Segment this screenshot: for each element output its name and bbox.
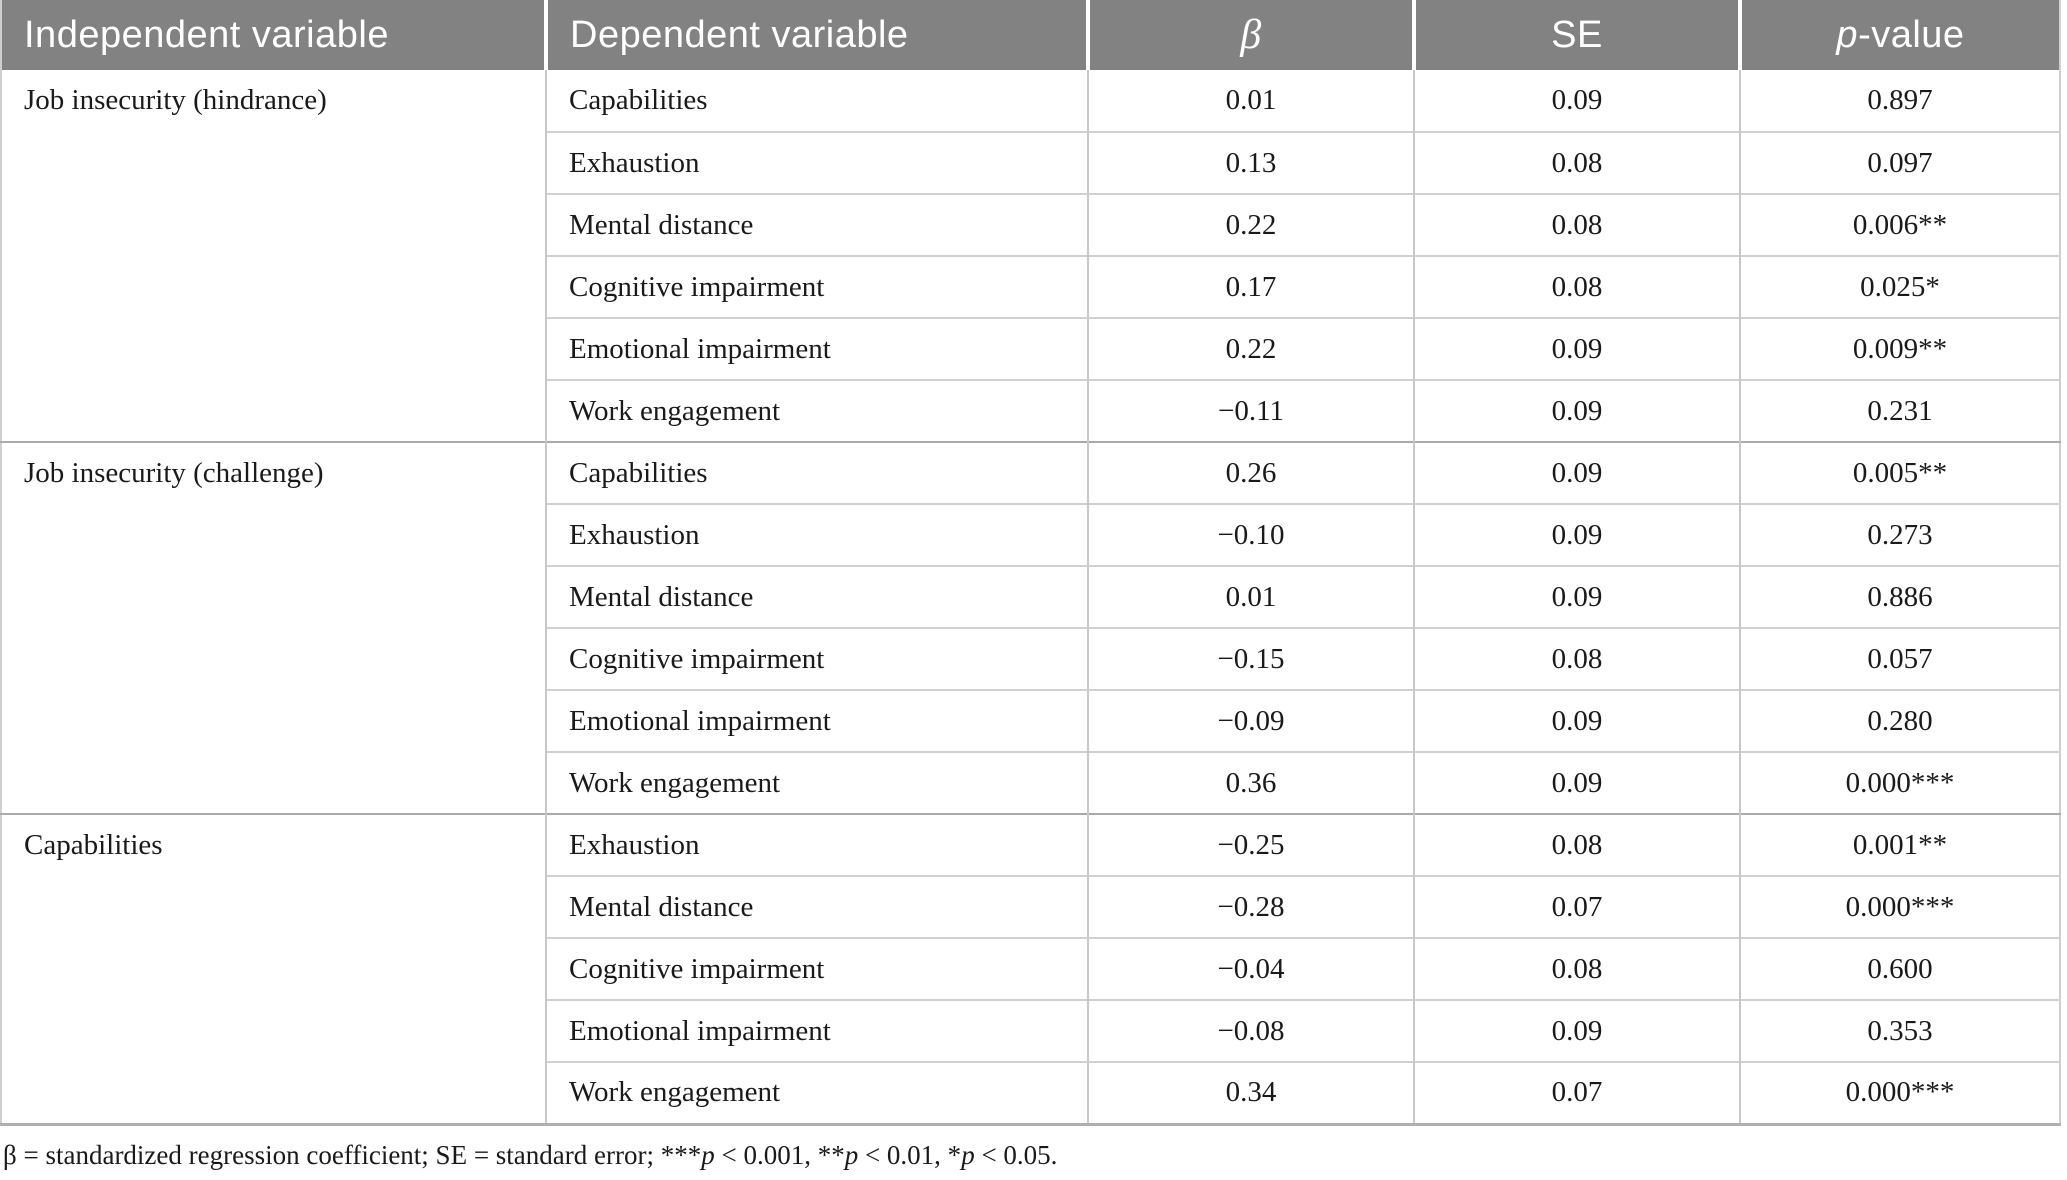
- footnote-text: < 0.01, *: [858, 1139, 962, 1170]
- dependent-variable-cell: Capabilities: [546, 442, 1088, 504]
- se-cell: 0.08: [1414, 938, 1740, 1000]
- dependent-variable-cell: Cognitive impairment: [546, 938, 1088, 1000]
- table-body: [1, 70, 2060, 1124]
- beta-cell: 0.13: [1088, 132, 1414, 194]
- se-cell: 0.08: [1414, 132, 1740, 194]
- footnote-text: < 0.001, **: [714, 1139, 845, 1170]
- se-cell: 0.08: [1414, 194, 1740, 256]
- se-cell: 0.09: [1414, 380, 1740, 442]
- p-value-cell: 0.025*: [1740, 256, 2060, 318]
- se-cell: 0.08: [1414, 628, 1740, 690]
- beta-cell: 0.22: [1088, 318, 1414, 380]
- table-row: [1, 814, 2060, 876]
- beta-cell: −0.09: [1088, 690, 1414, 752]
- beta-cell: 0.01: [1088, 566, 1414, 628]
- beta-symbol: β: [1240, 12, 1262, 58]
- footnote-text: β = standardized regression coefficient; SE = standard error; ***: [3, 1139, 702, 1170]
- footnote-text: < 0.05.: [974, 1139, 1058, 1170]
- p-value-cell: 0.897: [1740, 70, 2060, 132]
- p-value-cell: 0.231: [1740, 380, 2060, 442]
- dependent-variable-cell: Emotional impairment: [546, 1000, 1088, 1062]
- p-value-cell: 0.057: [1740, 628, 2060, 690]
- column-header-dependent-variable: Dependent variable: [546, 0, 1088, 70]
- beta-cell: −0.28: [1088, 876, 1414, 938]
- table-header: [1, 0, 2060, 70]
- dependent-variable-cell: Exhaustion: [546, 814, 1088, 876]
- p-value-rest: -value: [1858, 13, 1965, 56]
- se-cell: 0.08: [1414, 814, 1740, 876]
- column-header-se: SE: [1414, 0, 1740, 70]
- beta-cell: 0.26: [1088, 442, 1414, 504]
- p-value-cell: 0.001**: [1740, 814, 2060, 876]
- independent-variable-cell: Capabilities: [1, 814, 546, 1124]
- beta-cell: −0.08: [1088, 1000, 1414, 1062]
- footnote-italic-p: p: [961, 1139, 975, 1170]
- beta-cell: −0.25: [1088, 814, 1414, 876]
- footnote-italic-p: p: [844, 1139, 859, 1170]
- se-cell: 0.09: [1414, 1000, 1740, 1062]
- column-header-p-value: [1740, 0, 2060, 70]
- beta-cell: −0.10: [1088, 504, 1414, 566]
- footnote: [3, 1140, 2067, 1171]
- dependent-variable-cell: Work engagement: [546, 752, 1088, 814]
- dependent-variable-cell: Cognitive impairment: [546, 628, 1088, 690]
- dependent-variable-cell: Emotional impairment: [546, 690, 1088, 752]
- column-header-independent-variable: Independent variable: [1, 0, 546, 70]
- p-value-cell: 0.000***: [1740, 1062, 2060, 1124]
- p-value-cell: 0.886: [1740, 566, 2060, 628]
- p-value-cell: 0.005**: [1740, 442, 2060, 504]
- se-cell: 0.09: [1414, 566, 1740, 628]
- beta-cell: −0.15: [1088, 628, 1414, 690]
- beta-cell: 0.34: [1088, 1062, 1414, 1124]
- dependent-variable-cell: Work engagement: [546, 1062, 1088, 1124]
- dependent-variable-cell: Work engagement: [546, 380, 1088, 442]
- dependent-variable-cell: Mental distance: [546, 566, 1088, 628]
- beta-cell: 0.22: [1088, 194, 1414, 256]
- dependent-variable-cell: Cognitive impairment: [546, 256, 1088, 318]
- se-cell: 0.07: [1414, 1062, 1740, 1124]
- beta-cell: 0.01: [1088, 70, 1414, 132]
- p-value-cell: 0.280: [1740, 690, 2060, 752]
- dependent-variable-cell: Emotional impairment: [546, 318, 1088, 380]
- dependent-variable-cell: Capabilities: [546, 70, 1088, 132]
- independent-variable-cell: Job insecurity (hindrance): [24, 84, 327, 116]
- se-cell: 0.07: [1414, 876, 1740, 938]
- dependent-variable-cell: Exhaustion: [546, 132, 1088, 194]
- dependent-variable-cell: Exhaustion: [546, 504, 1088, 566]
- p-value-cell: 0.097: [1740, 132, 2060, 194]
- p-value-cell: 0.600: [1740, 938, 2060, 1000]
- se-cell: 0.09: [1414, 752, 1740, 814]
- beta-cell: 0.17: [1088, 256, 1414, 318]
- se-cell: 0.09: [1414, 70, 1740, 132]
- dependent-variable-cell: Mental distance: [546, 194, 1088, 256]
- beta-cell: −0.11: [1088, 380, 1414, 442]
- p-value-cell: 0.273: [1740, 504, 2060, 566]
- p-value-cell: 0.000***: [1740, 752, 2060, 814]
- table-row: [1, 442, 2060, 504]
- se-cell: 0.09: [1414, 504, 1740, 566]
- se-cell: 0.08: [1414, 256, 1740, 318]
- se-cell: 0.09: [1414, 318, 1740, 380]
- column-header-beta: [1088, 0, 1414, 70]
- dependent-variable-cell: Mental distance: [546, 876, 1088, 938]
- footnote-italic-p: p: [701, 1139, 715, 1170]
- se-cell: 0.09: [1414, 690, 1740, 752]
- p-value-cell: 0.353: [1740, 1000, 2060, 1062]
- header-row: [1, 0, 2060, 70]
- beta-cell: 0.36: [1088, 752, 1414, 814]
- p-value-cell: 0.000***: [1740, 876, 2060, 938]
- p-value-cell: 0.009**: [1740, 318, 2060, 380]
- table-row: [1, 70, 2060, 132]
- beta-cell: −0.04: [1088, 938, 1414, 1000]
- se-cell: 0.09: [1414, 442, 1740, 504]
- independent-variable-cell: Job insecurity (challenge): [1, 442, 546, 814]
- p-value-cell: 0.006**: [1740, 194, 2060, 256]
- p-value-italic-p: p: [1836, 13, 1859, 56]
